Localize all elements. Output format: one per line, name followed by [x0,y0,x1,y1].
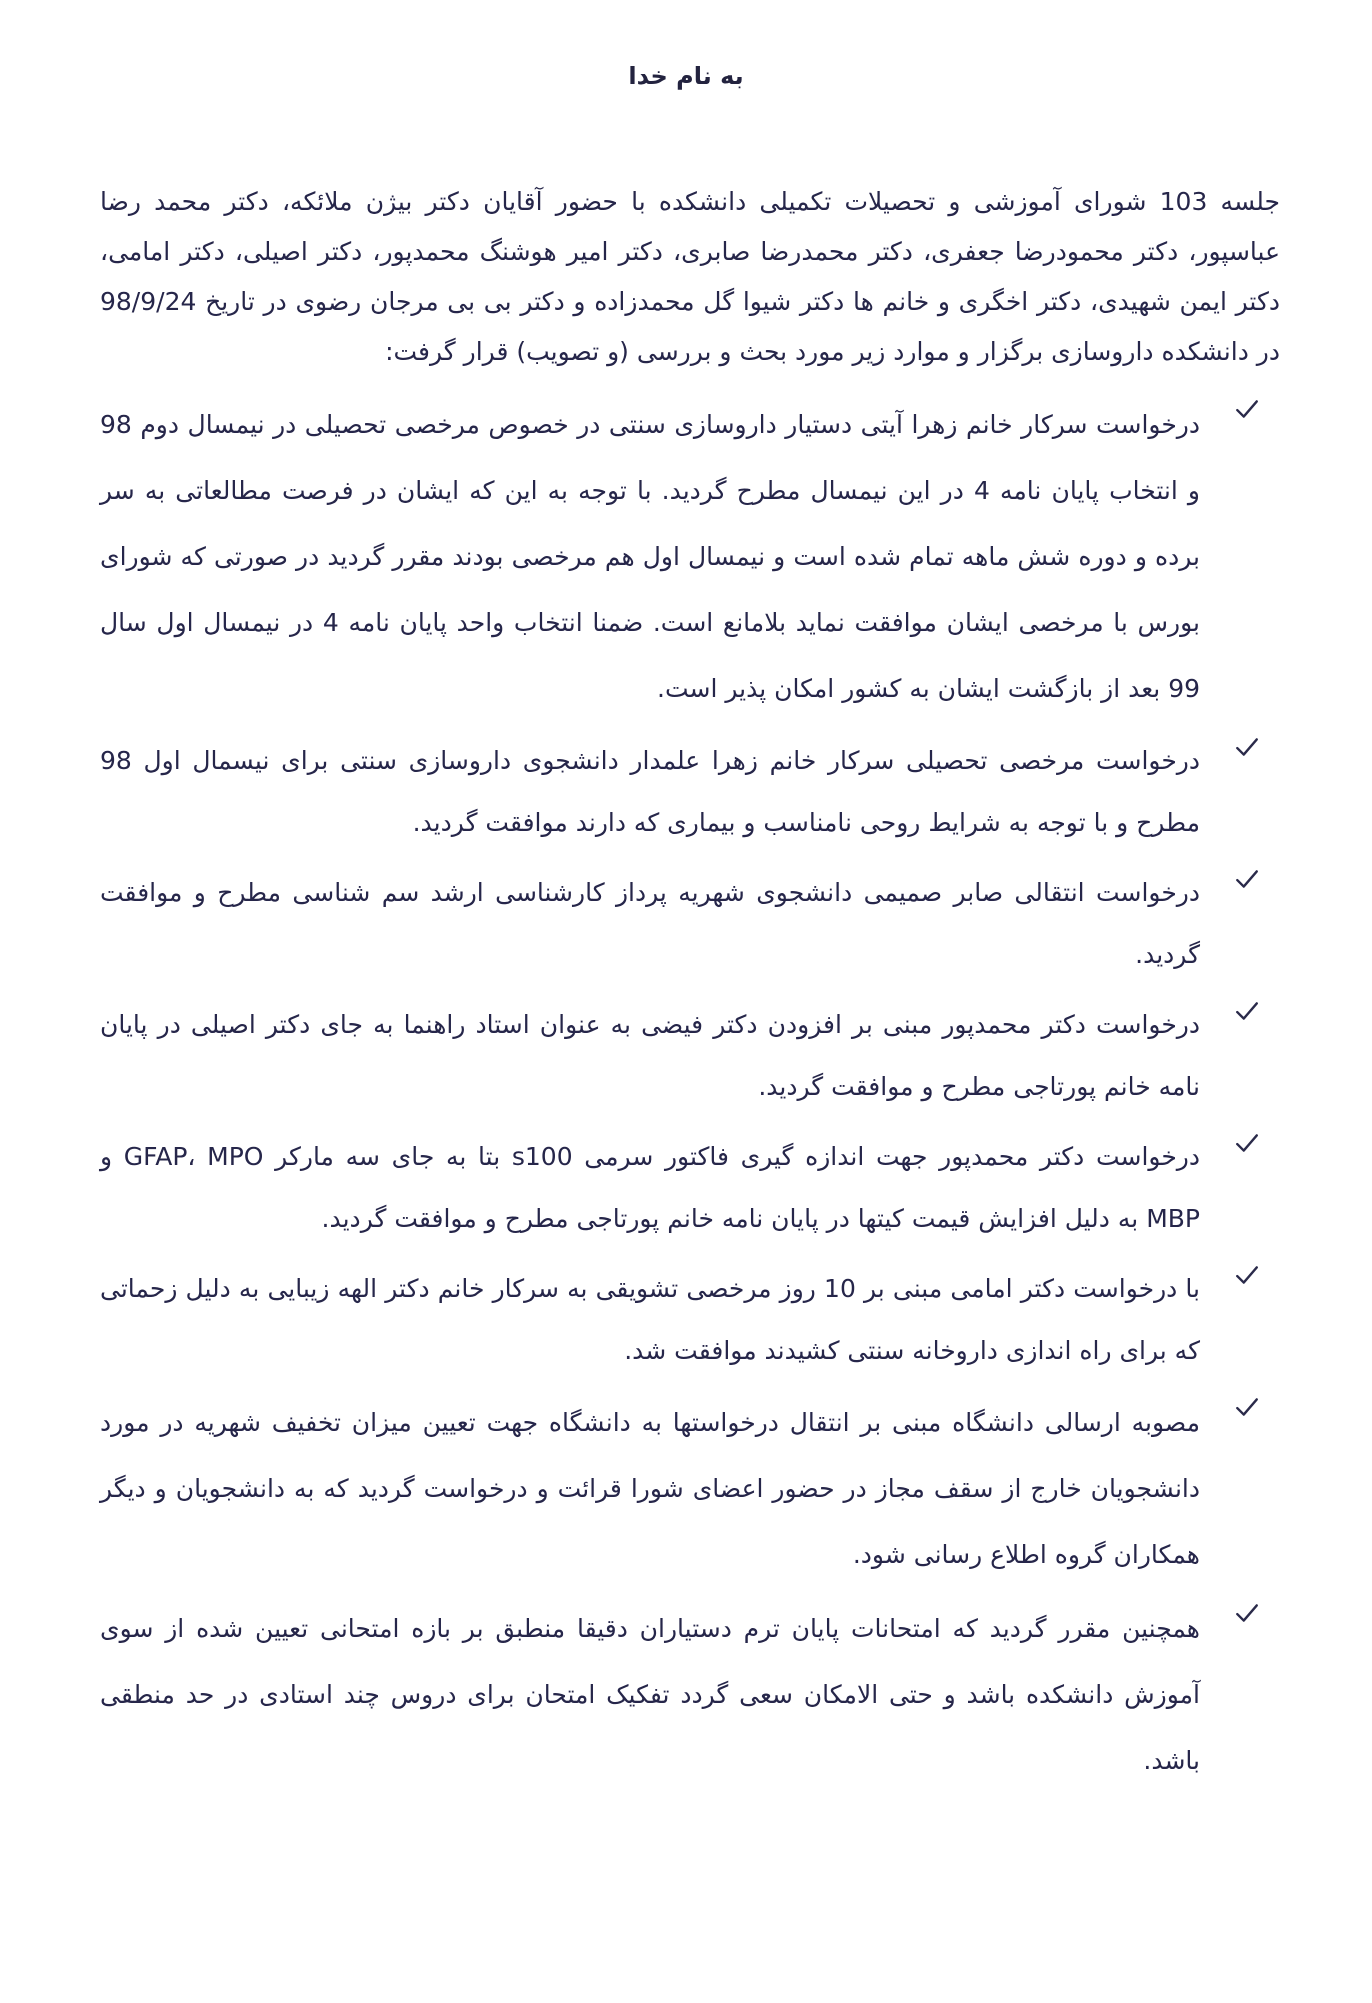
meeting-intro-paragraph: جلسه 103 شورای آموزشی و تحصیلات تکمیلی دانشکده با حضور آقایان دکتر بیژن ملائکه، دکتر محمد رضا عباسپور، دکتر محمودرضا جعفری، دکتر محمدرضا صابری، دکتر امیر هوشنگ محمدپور، دکتر اصیلی، دکتر امامی، دکتر ایمن شهیدی، دکتر اخگری و خانم ها دکتر شیوا گل محمدزاده و دکتر بی بی مرجان رضوی در تاریخ 98/9/24 در دانشکده داروسازی برگزار و موارد زیر مورد بحث و بررسی (و تصویب) قرار گرفت: [100,187,1280,366]
decision-item [100,1258,1200,1382]
decision-item [100,1596,1200,1794]
checkmark-icon [1230,1262,1260,1292]
decision-item-text: درخواست سرکار خانم زهرا آیتی دستیار داروسازی سنتی در خصوص مرخصی تحصیلی در نیمسال دوم 98 و انتخاب پایان نامه 4 در این نیمسال مطرح گردید. با توجه به این که ایشان در فرصت مطالعاتی به سر برده و دوره شش ماهه تمام شده است و نیمسال اول هم مرخصی بودند مقرر گردید در صورتی که شورای بورس با مرخصی ایشان موافقت نماید بلامانع است. ضمنا انتخاب واحد پایان نامه 4 در نیمسال اول سال 99 بعد از بازگشت ایشان به کشور امکان پذیر است. [100,410,1200,703]
decisions-list [100,392,1200,1802]
decision-item [100,730,1200,854]
checkmark-icon [1230,866,1260,896]
decision-item-text: درخواست مرخصی تحصیلی سرکار خانم زهرا علمدار دانشجوی داروسازی سنتی برای نیسمال اول 98 مطرح و با توجه به شرایط روحی نامناسب و بیماری که دارند موافقت گردید. [100,746,1200,837]
decision-item [100,862,1200,986]
checkmark-icon [1230,396,1260,426]
checkmark-icon [1230,1600,1260,1630]
decision-item-text: درخواست دکتر محمدپور مبنی بر افزودن دکتر فیضی به عنوان استاد راهنما به جای دکتر اصیلی در پایان نامه خانم پورتاجی مطرح و موافقت گردید. [100,1010,1200,1101]
decision-item-text: با درخواست دکتر امامی مبنی بر 10 روز مرخصی تشویقی به سرکار خانم دکتر الهه زیبایی به دلیل زحماتی که برای راه اندازی داروخانه سنتی کشیدند موافقت شد. [100,1274,1200,1365]
checkmark-icon [1230,1130,1260,1160]
decision-item-text: همچنین مقرر گردید که امتحانات پایان ترم دستیاران دقیقا منطبق بر بازه امتحانی تعیین شده از سوی آموزش دانشکده باشد و حتی الامکان سعی گردد تفکیک امتحان برای دروس چند استادی در حد منطقی باشد. [100,1614,1200,1775]
decision-item [100,1390,1200,1588]
decision-item-text: درخواست انتقالی صابر صمیمی دانشجوی شهریه پرداز کارشناسی ارشد سم شناسی مطرح و موافقت گردید. [100,878,1200,969]
decision-item [100,994,1200,1118]
decision-item-text: درخواست دکتر محمدپور جهت اندازه گیری فاکتور سرمی s100 بتا به جای سه مارکر GFAP، MPO و MBP به دلیل افزایش قیمت کیتها در پایان نامه خانم پورتاجی مطرح و موافقت گردید. [100,1142,1200,1233]
checkmark-icon [1230,734,1260,764]
document-title: به نام خدا [628,62,744,90]
decision-item [100,1126,1200,1250]
checkmark-icon [1230,1394,1260,1424]
decision-item [100,392,1200,722]
decision-item-text: مصوبه ارسالی دانشگاه مبنی بر انتقال درخواستها به دانشگاه جهت تعیین میزان تخفیف شهریه در مورد دانشجویان خارج از سقف مجاز در حضور اعضای شورا قرائت و درخواست گردید که به دانشجویان و دیگر همکاران گروه اطلاع رسانی شود. [100,1408,1200,1569]
checkmark-icon [1230,998,1260,1028]
